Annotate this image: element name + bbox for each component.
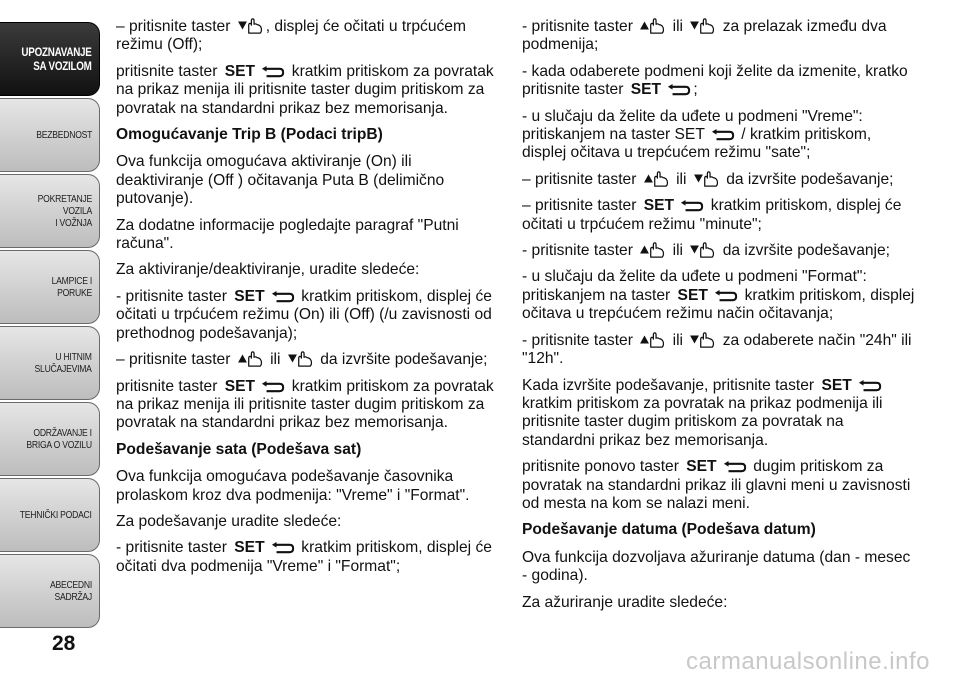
text: kratkim pritiskom, displej će očitati dva podmenija "Vreme" i "Format"; — [116, 539, 492, 575]
up-arrow-hand-icon — [639, 242, 666, 258]
paragraph: Ova funkcija dozvoljava ažuriranje datuma (dan - mesec - godina). — [522, 548, 911, 585]
text: pritisnite taster — [116, 377, 218, 395]
set-label: SET — [630, 81, 662, 99]
tab-label: TEHNIČKI PODACI — [20, 509, 92, 521]
tab-bezbednost[interactable] — [0, 98, 100, 172]
paragraph — [522, 268, 918, 323]
text: ili — [676, 170, 687, 188]
paragraph — [522, 332, 918, 369]
text: – pritisnite taster — [116, 351, 231, 369]
return-arrow-icon — [261, 66, 285, 79]
return-arrow-icon — [261, 381, 285, 394]
text: ili — [672, 242, 684, 260]
text: kratkim pritiskom za povratak na prikaz menija ili pritisnite taster dugim pritiskom za povratak na standardni prikaz bez memorisanja. — [116, 377, 494, 432]
text: pritisnite taster — [116, 62, 218, 80]
tab-label: UPOZNAVANJE SA VOZILOM — [21, 45, 92, 73]
text: ; — [693, 81, 698, 99]
return-arrow-icon — [271, 291, 295, 304]
paragraph — [522, 377, 918, 451]
text: - pritisnite taster — [522, 331, 633, 349]
section-heading: Omogućavanje Trip B (Podaci tripB) — [116, 126, 383, 144]
section-heading: Podešavanje datuma (Podešava datum) — [522, 521, 816, 539]
up-arrow-hand-icon — [639, 18, 666, 34]
text: - u slučaju da želite da uđete u podmeni "Vreme": pritiskanjem na taster SET — [522, 107, 863, 144]
return-arrow-icon — [271, 542, 295, 555]
text: da izvršite podešavanje; — [320, 351, 488, 369]
text: - pritisnite taster — [522, 18, 633, 35]
text: , displej će očitati u trpćućem režimu (Off); — [116, 18, 466, 54]
paragraph — [116, 63, 501, 118]
text: - pritisnite taster — [116, 539, 227, 557]
text: da izvršite podešavanje; — [722, 242, 891, 260]
tab-upoznavanje[interactable] — [0, 22, 100, 96]
paragraph — [116, 351, 501, 369]
set-label: SET — [821, 376, 852, 394]
up-arrow-hand-icon — [237, 351, 264, 367]
text: - pritisnite taster — [116, 287, 227, 305]
paragraph — [522, 18, 918, 55]
paragraph — [522, 197, 918, 234]
paragraph — [522, 63, 918, 100]
paragraph: Ova funkcija omogućava aktiviranje (On) ili deaktiviranje (Off ) očitavanja Puta B (delimično putovanje). — [116, 153, 445, 208]
paragraph: Ova funkcija omogućava podešavanje časovnika prolaskom kroz dva podmenija: "Vreme" i "Format". — [116, 468, 470, 504]
section-heading: Podešavanje sata (Podešava sat) — [116, 440, 362, 458]
down-arrow-hand-icon — [287, 351, 314, 367]
text: dugim pritiskom za povratak na standardni prikaz ili glavni meni u zavisnosti od mesta na kom se nalazi meni. — [522, 458, 911, 512]
set-label: SET — [234, 287, 265, 305]
down-arrow-hand-icon — [689, 18, 716, 34]
text: ili — [672, 18, 684, 35]
text: kratkim pritiskom za povratak na prikaz menija ili pritisnite taster dugim pritiskom za povratak na standardni prikaz bez memorisanja. — [116, 62, 494, 117]
tab-label: ODRŽAVANJE I BRIGA O VOZILU — [26, 427, 92, 451]
paragraph — [116, 539, 501, 576]
down-arrow-hand-icon — [689, 242, 716, 258]
paragraph — [522, 242, 918, 260]
text: – pritisnite taster — [116, 18, 231, 35]
return-arrow-icon — [714, 290, 738, 303]
text: za odaberete način "24h" ili "12h". — [522, 331, 912, 368]
return-arrow-icon — [680, 200, 704, 213]
text: – pritisnite taster — [522, 170, 637, 188]
text: / kratkim pritiskom, displej očitava u trepćućem režimu "sate"; — [522, 126, 872, 162]
paragraph — [522, 458, 918, 513]
set-label: SET — [677, 286, 708, 304]
paragraph — [116, 18, 501, 55]
tab-label: POKRETANJE VOZILA I VOŽNJA — [37, 193, 92, 229]
tab-label: LAMPICE I PORUKE — [51, 275, 92, 299]
text: ili — [672, 331, 684, 349]
tab-label: ABECEDNI SADRŽAJ — [49, 579, 92, 603]
down-arrow-hand-icon — [689, 332, 716, 348]
paragraph: Za dodatne informacije pogledajte paragraf "Putni računa". — [116, 216, 459, 253]
paragraph — [522, 171, 918, 189]
text: - u slučaju da želite da uđete u podmeni "Format": pritiskanjem na taster — [522, 268, 867, 304]
tab-sadrzaj[interactable] — [0, 554, 100, 628]
tab-pokretanje[interactable] — [0, 174, 100, 248]
tab-tehnicki[interactable] — [0, 478, 100, 552]
return-arrow-icon — [667, 84, 691, 97]
down-arrow-hand-icon — [693, 171, 720, 187]
tab-hitni[interactable] — [0, 326, 100, 400]
paragraph — [116, 378, 501, 433]
text: pritisnite ponovo taster — [522, 458, 679, 476]
text: kratkim pritiskom, displej će očitati u trpćućem režimu "minute"; — [522, 197, 902, 233]
set-label: SET — [643, 197, 675, 215]
paragraph — [522, 108, 918, 163]
set-label: SET — [686, 458, 717, 476]
page-number: 28 — [52, 632, 76, 655]
up-arrow-hand-icon — [643, 171, 670, 187]
text: ili — [270, 351, 281, 369]
paragraph: Za aktiviranje/deaktiviranje, uradite sledeće: — [116, 261, 420, 279]
text: da izvršite podešavanje; — [726, 170, 894, 188]
return-arrow-icon — [858, 380, 882, 393]
text: kratkim pritiskom, displej će očitati u trpćućem režimu (On) ili (Off) (/u zavisnosti od prethodnog podešavanja); — [116, 287, 492, 342]
watermark: carmanualsonline.info — [686, 648, 930, 675]
text: za prelazak između dva podmenija; — [522, 18, 887, 54]
tab-lampice[interactable] — [0, 250, 100, 324]
text: - kada odaberete podmeni koji želite da izmenite, kratko pritisnite taster — [522, 62, 908, 99]
paragraph: Za ažuriranje uradite sledeće: — [522, 593, 728, 611]
tab-label: U HITNIM SLUČAJEVIMA — [34, 351, 92, 375]
return-arrow-icon — [723, 461, 747, 474]
set-label: SET — [224, 62, 256, 80]
left-column — [116, 18, 501, 584]
tab-label: BEZBEDNOST — [36, 129, 92, 141]
set-label: SET — [224, 377, 256, 395]
right-column — [522, 18, 918, 620]
text: - pritisnite taster — [522, 242, 633, 260]
up-arrow-hand-icon — [639, 332, 666, 348]
set-label: SET — [234, 539, 265, 557]
text: – pritisnite taster — [522, 197, 637, 215]
down-arrow-hand-icon — [237, 18, 264, 34]
paragraph — [116, 288, 501, 343]
return-arrow-icon — [711, 129, 735, 142]
text: kratkim pritiskom za povratak na prikaz podmenija ili pritisnite taster dugim pritiskom za povratak na standardni prikaz bez memorisanja. — [522, 394, 883, 449]
text: kratkim pritiskom, displej očitava u trepćućem režimu način očitavanja; — [522, 286, 915, 323]
paragraph: Za podešavanje uradite sledeće: — [116, 512, 342, 530]
text: Kada izvršite podešavanje, pritisnite taster — [522, 376, 815, 394]
tab-odrzavanje[interactable] — [0, 402, 100, 476]
